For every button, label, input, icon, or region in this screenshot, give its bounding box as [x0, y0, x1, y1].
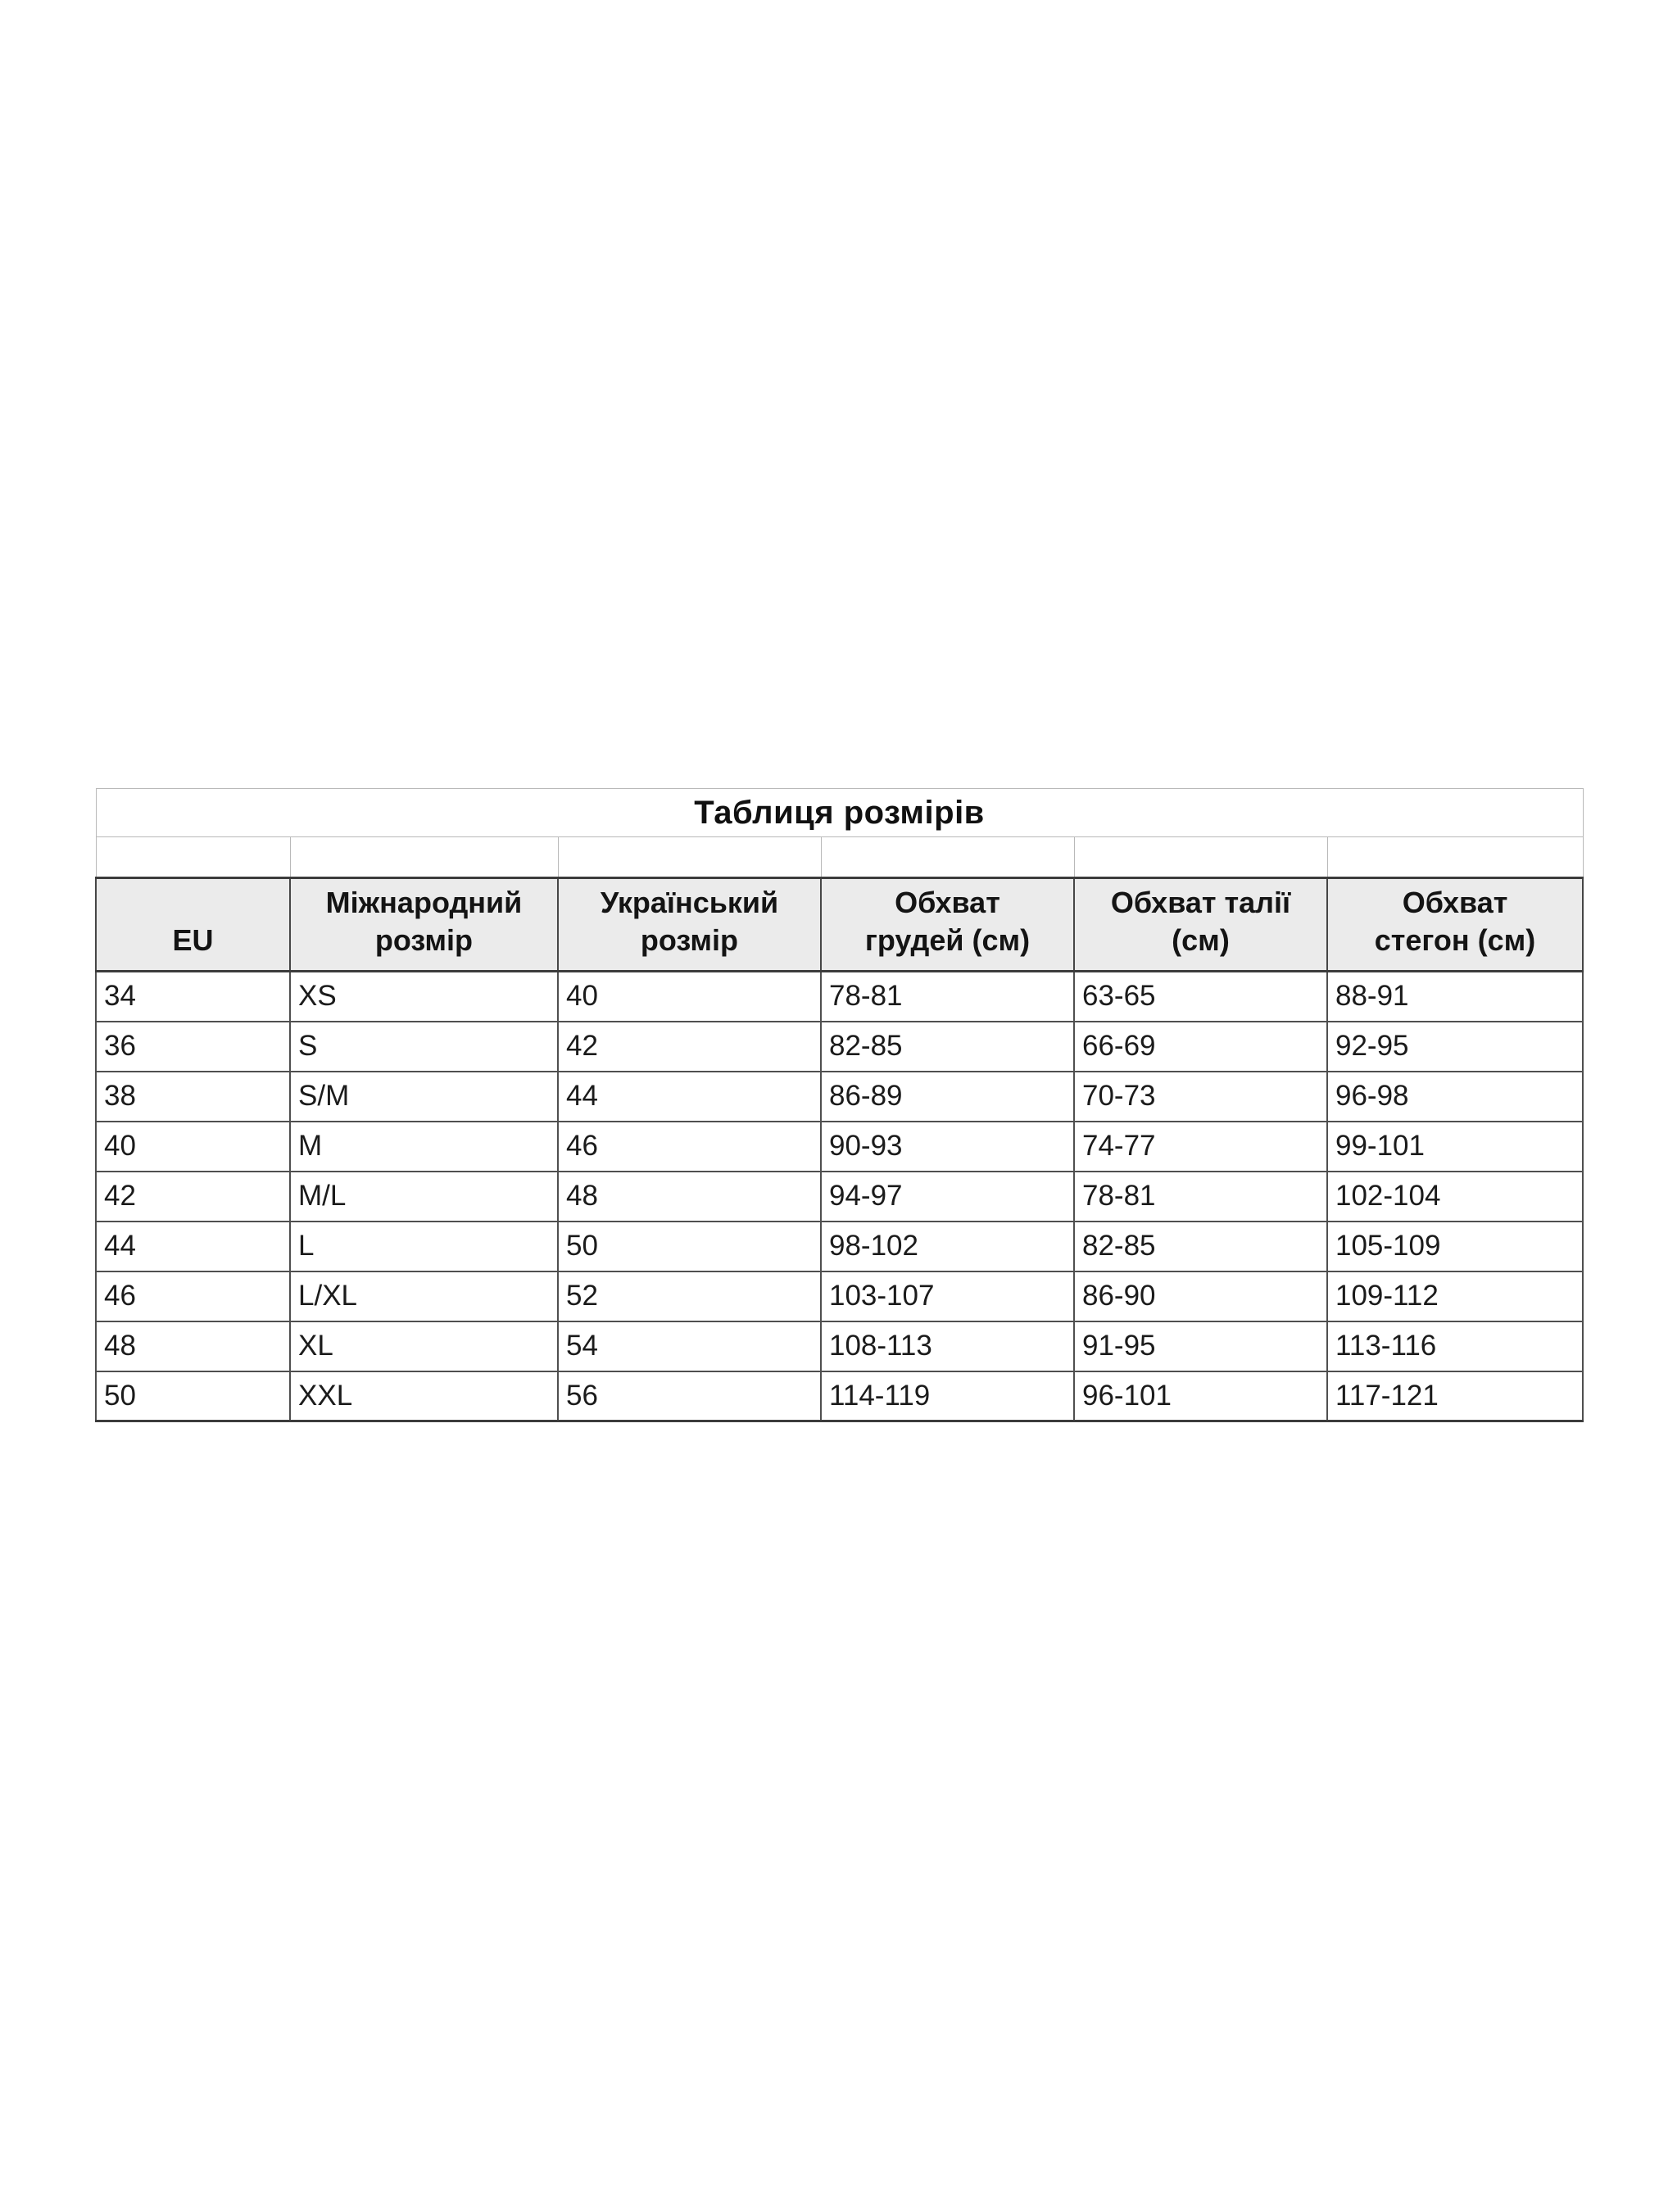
table-cell: 46: [96, 1271, 290, 1321]
table-cell: M/L: [290, 1172, 558, 1222]
table-cell: 103-107: [821, 1271, 1074, 1321]
spacer-cell: [96, 837, 290, 878]
table-cell: 113-116: [1327, 1321, 1583, 1371]
table-cell: 40: [558, 972, 821, 1022]
table-row: [96, 1371, 1583, 1421]
size-table: [95, 788, 1584, 1422]
table-cell: 92-95: [1327, 1022, 1583, 1072]
spacer-row: [96, 837, 1583, 878]
table-cell: 44: [558, 1072, 821, 1122]
table-cell: 78-81: [821, 972, 1074, 1022]
header-label-line: розмір: [374, 923, 474, 957]
table-cell: 96-98: [1327, 1072, 1583, 1122]
table-row: [96, 1172, 1583, 1222]
table-row: [96, 1321, 1583, 1371]
header-label-line: Український: [600, 886, 779, 919]
table-cell: 70-73: [1074, 1072, 1327, 1122]
table-cell: XXL: [290, 1371, 558, 1421]
table-cell: S: [290, 1022, 558, 1072]
table-cell: 94-97: [821, 1172, 1074, 1222]
table-cell: 52: [558, 1271, 821, 1321]
spacer-cell: [1327, 837, 1583, 878]
header-cell-hips: [1327, 878, 1583, 972]
table-cell: 99-101: [1327, 1122, 1583, 1172]
table-cell: 109-112: [1327, 1271, 1583, 1321]
header-label-line: Міжнародний: [325, 886, 523, 919]
table-cell: 88-91: [1327, 972, 1583, 1022]
table-cell: M: [290, 1122, 558, 1172]
table-cell: 40: [96, 1122, 290, 1172]
table-cell: 34: [96, 972, 290, 1022]
table-cell: 74-77: [1074, 1122, 1327, 1172]
table-row: [96, 1072, 1583, 1122]
table-cell: S/M: [290, 1072, 558, 1122]
table-cell: 63-65: [1074, 972, 1327, 1022]
table-cell: 86-89: [821, 1072, 1074, 1122]
table-cell: 48: [96, 1321, 290, 1371]
header-row: [96, 878, 1583, 972]
table-cell: 42: [96, 1172, 290, 1222]
table-cell: 78-81: [1074, 1172, 1327, 1222]
table-cell: L/XL: [290, 1271, 558, 1321]
size-chart-area: [95, 788, 1584, 1422]
header-label-line: Обхват: [895, 886, 1000, 919]
table-cell: 50: [96, 1371, 290, 1421]
table-cell: 117-121: [1327, 1371, 1583, 1421]
table-body: [96, 789, 1583, 1421]
header-label-line: EU: [172, 923, 214, 957]
table-cell: 91-95: [1074, 1321, 1327, 1371]
table-cell: 44: [96, 1222, 290, 1271]
table-cell: 114-119: [821, 1371, 1074, 1421]
table-cell: 108-113: [821, 1321, 1074, 1371]
table-row: [96, 1222, 1583, 1271]
table-row: [96, 1122, 1583, 1172]
table-cell: XS: [290, 972, 558, 1022]
table-row: [96, 1022, 1583, 1072]
table-cell: 66-69: [1074, 1022, 1327, 1072]
table-cell: 42: [558, 1022, 821, 1072]
header-label-line: розмір: [640, 923, 739, 957]
table-row: [96, 972, 1583, 1022]
table-cell: 102-104: [1327, 1172, 1583, 1222]
table-title: Таблиця розмірів: [96, 789, 1583, 837]
table-cell: 56: [558, 1371, 821, 1421]
spacer-cell: [821, 837, 1074, 878]
header-cell-international-size: [290, 878, 558, 972]
table-cell: 48: [558, 1172, 821, 1222]
header-cell-chest: [821, 878, 1074, 972]
table-cell: 36: [96, 1022, 290, 1072]
header-cell-waist: [1074, 878, 1327, 972]
table-cell: 98-102: [821, 1222, 1074, 1271]
table-cell: 86-90: [1074, 1271, 1327, 1321]
table-row: [96, 1271, 1583, 1321]
header-cell-ukrainian-size: [558, 878, 821, 972]
table-cell: 46: [558, 1122, 821, 1172]
header-label-line: (см): [1172, 923, 1230, 957]
spacer-cell: [290, 837, 558, 878]
header-label-line: Обхват: [1402, 886, 1508, 919]
table-cell: L: [290, 1222, 558, 1271]
header-cell-eu: [96, 878, 290, 972]
table-title-row: [96, 789, 1583, 837]
table-cell: 90-93: [821, 1122, 1074, 1172]
table-cell: XL: [290, 1321, 558, 1371]
header-label-line: грудей (см): [864, 923, 1031, 957]
table-cell: 38: [96, 1072, 290, 1122]
table-cell: 105-109: [1327, 1222, 1583, 1271]
header-label-line: Обхват талії: [1110, 886, 1291, 919]
table-cell: 96-101: [1074, 1371, 1327, 1421]
table-cell: 50: [558, 1222, 821, 1271]
table-cell: 82-85: [821, 1022, 1074, 1072]
spacer-cell: [558, 837, 821, 878]
header-label-line: стегон (см): [1374, 923, 1536, 957]
spacer-cell: [1074, 837, 1327, 878]
table-cell: 82-85: [1074, 1222, 1327, 1271]
table-cell: 54: [558, 1321, 821, 1371]
